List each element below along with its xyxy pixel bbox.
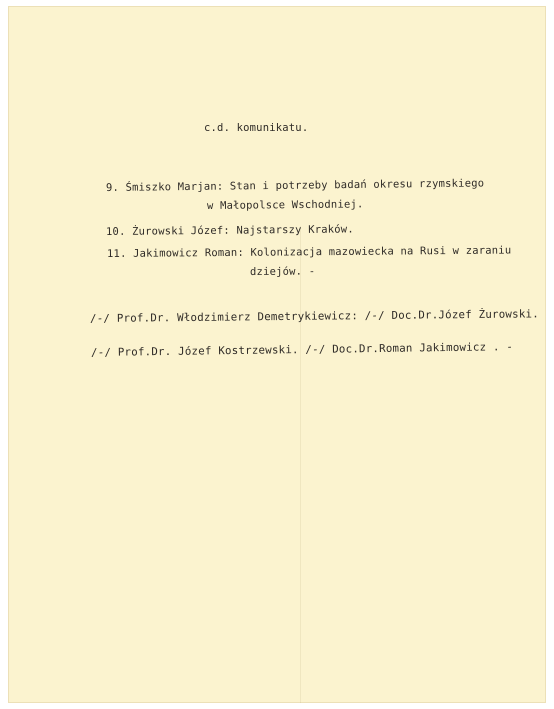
document-page <box>8 6 546 703</box>
list-item-11-line-2: dziejów. - <box>249 265 316 278</box>
document-heading: c.d. komunikatu. <box>204 122 309 134</box>
signature-line-2: /-/ Prof.Dr. Józef Kostrzewski. /-/ Doc.Dr.Roman Jakimowicz . - <box>90 340 514 359</box>
paper-fold-line <box>300 226 301 703</box>
signature-line-1: /-/ Prof.Dr. Włodzimierz Demetrykiewicz: /-/ Doc.Dr.Józef Żurowski. <box>89 307 539 325</box>
list-item-9-line-2: w Małopolsce Wschodniej. <box>206 198 364 212</box>
list-item-9-line-1: 9. Śmiszko Marjan: Stan i potrzeby badań okresu rzymskiego <box>105 177 485 194</box>
list-item-11-line-1: 11. Jakimowicz Roman: Kolonizacja mazowiecka na Rusi w zaraniu <box>106 244 512 260</box>
list-item-10: 10. Żurowski Józef: Najstarszy Kraków. <box>105 223 354 238</box>
